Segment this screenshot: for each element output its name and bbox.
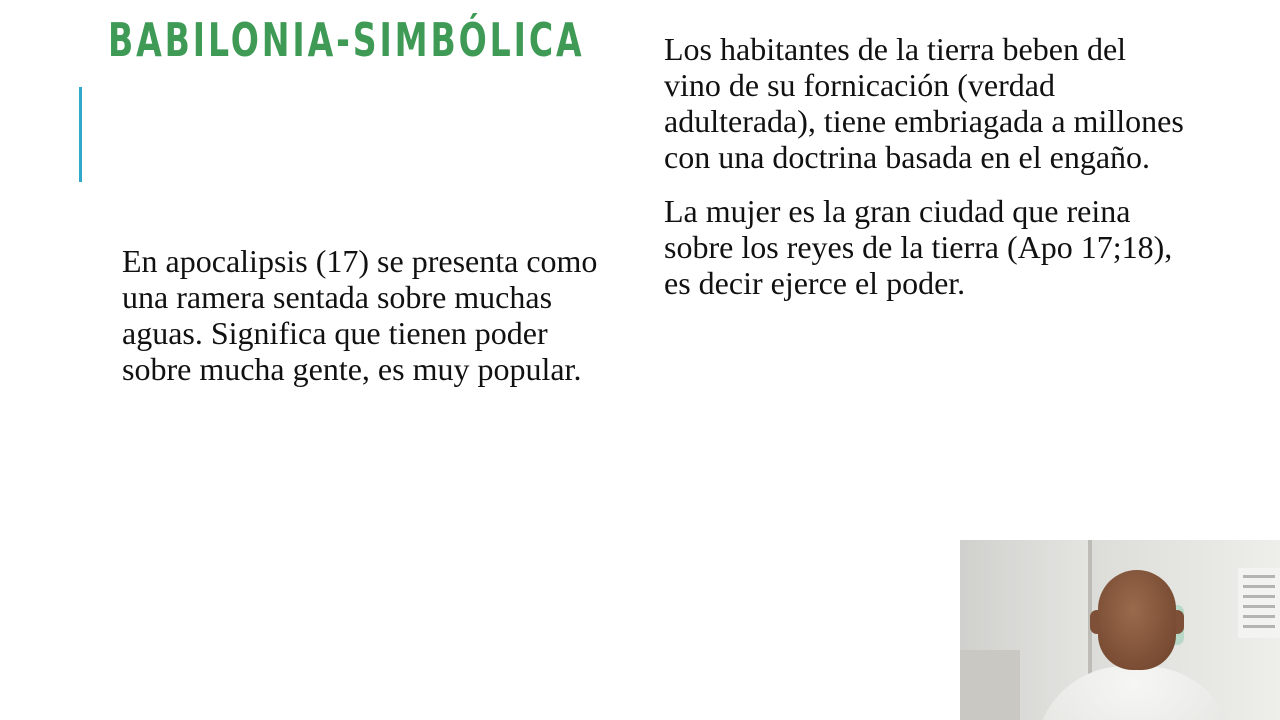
right-paragraph-2: La mujer es la gran ciudad que reina sobre los reyes de la tierra (Apo 17;18), es decir ejerce el poder. [664, 193, 1173, 301]
webcam-wall-poster [1238, 568, 1280, 638]
presenter-head [1098, 570, 1176, 670]
accent-divider [79, 87, 82, 182]
right-text-column [664, 31, 1184, 319]
left-paragraph: En apocalipsis (17) se presenta como una ramera sentada sobre muchas aguas. Significa que tienen poder sobre mucha gente, es muy popular. [122, 243, 598, 387]
right-paragraph-1: Los habitantes de la tierra beben del vino de su fornicación (verdad adulterada), tiene embriagada a millones con una doctrina basada en el engaño. [664, 31, 1184, 175]
webcam-shelf [960, 650, 1020, 720]
presenter-shirt [1035, 666, 1235, 720]
webcam-presenter [1035, 570, 1235, 720]
slide-title: BABILONIA-SIMBÓLICA [108, 13, 585, 67]
webcam-overlay [960, 540, 1280, 720]
